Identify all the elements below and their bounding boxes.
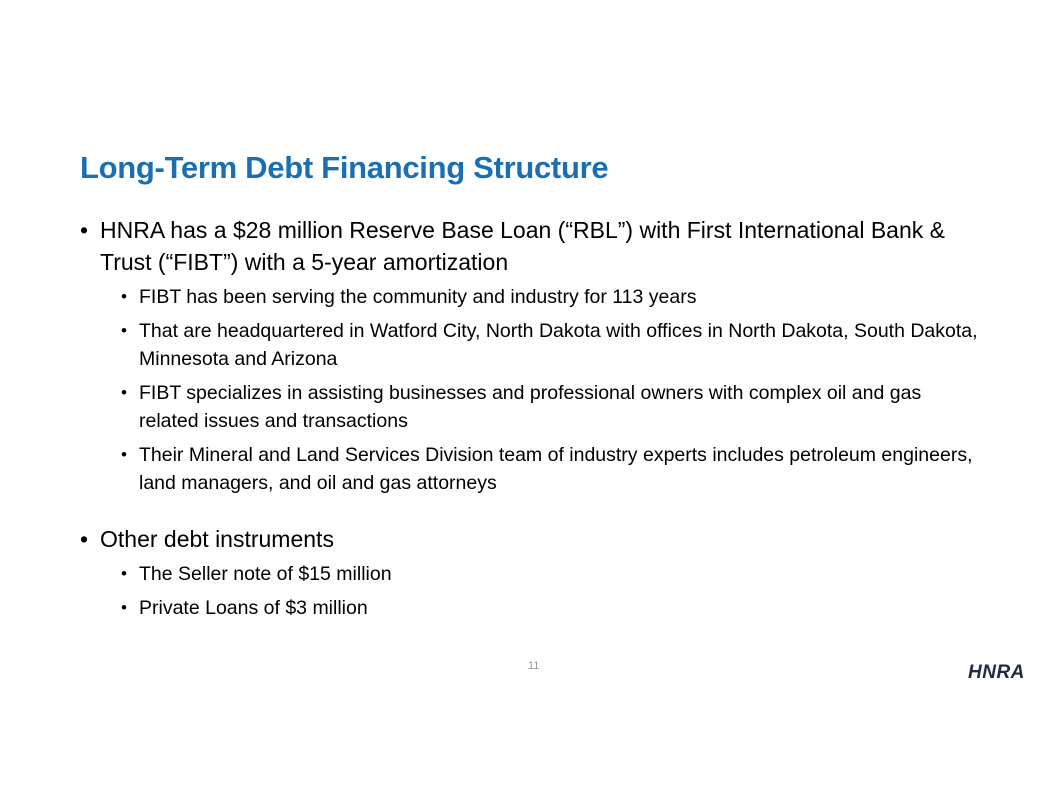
sub-bullet-item: • Their Mineral and Land Services Division team of industry experts includes petroleum engineers, land managers, and oil and gas attorneys: [100, 441, 980, 497]
sub-bullet-item: • Private Loans of $3 million: [100, 594, 980, 622]
hnra-logo: HNRA: [968, 662, 1025, 683]
sub-bullet-list: [100, 283, 980, 497]
bullet-text: HNRA has a $28 million Reserve Base Loan (“RBL”) with First International Bank & Trust (“FIBT”) with a 5-year amortization: [100, 217, 945, 275]
sub-bullet-item: • The Seller note of $15 million: [100, 560, 980, 588]
slide-title: Long-Term Debt Financing Structure: [80, 150, 609, 185]
bullet-item: [80, 214, 980, 497]
sub-bullet-list: [100, 560, 980, 622]
sub-bullet-item: • FIBT has been serving the community and industry for 113 years: [100, 283, 980, 311]
sub-bullet-item: • FIBT specializes in assisting businesses and professional owners with complex oil and gas related issues and transactions: [100, 379, 980, 435]
bullet-list: [80, 214, 980, 628]
sub-bullet-item: • That are headquartered in Watford City, North Dakota with offices in North Dakota, South Dakota, Minnesota and Arizona: [100, 317, 980, 373]
bullet-item: [80, 523, 980, 622]
page-number: 11: [528, 660, 540, 672]
bullet-text: Other debt instruments: [100, 526, 334, 552]
